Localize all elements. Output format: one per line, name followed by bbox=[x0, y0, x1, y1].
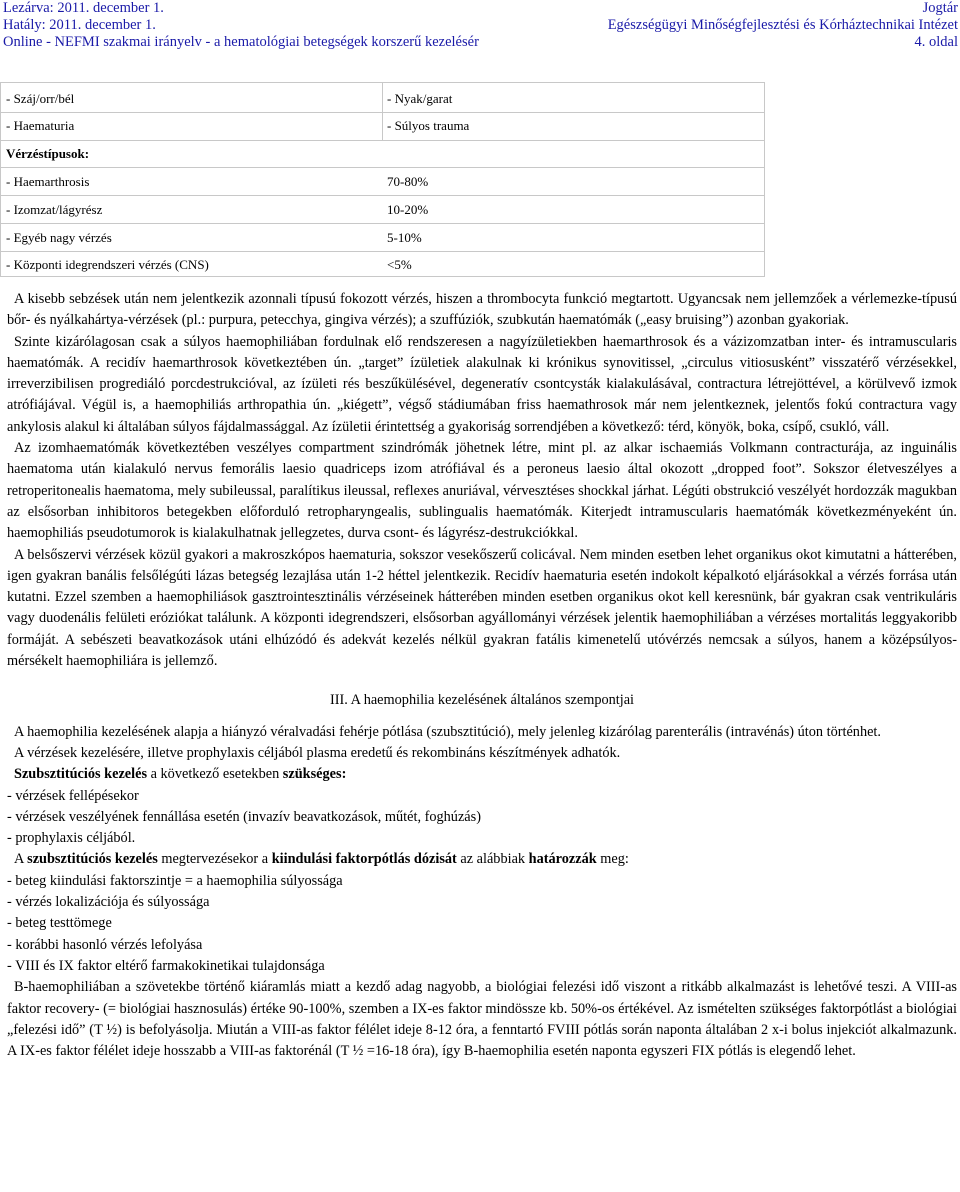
table-cell: - Nyak/garat bbox=[387, 91, 453, 106]
table-heading bbox=[6, 146, 89, 162]
header-row-3 bbox=[3, 34, 958, 51]
bleeding-types-heading: Vérzéstípusok: bbox=[6, 146, 90, 161]
section-title: III. A haemophilia kezelésének általános szempontjai bbox=[329, 692, 635, 709]
text-run: megtervezésekor a bbox=[157, 851, 272, 868]
table-divider bbox=[1, 167, 764, 168]
table-row-value: 10-20% bbox=[387, 202, 429, 217]
list-item: - vérzés lokalizációja és súlyossága bbox=[7, 894, 210, 911]
header-closed-date: Lezárva: 2011. december 1. bbox=[3, 0, 164, 16]
paragraph: B-haemophiliában a szövetekbe történő kiáramlás miatt a kezdő adag nagyobb, a biológiai felezési idő viszont a ritkább alkalmazást is lehetővé teszi. A VIII-as faktor recovery- (= biológiai hasznosulás) értéke 90-100%, szemben a IX-es faktor mindössze kb. 50%-os értékével. Az ismételten szükséges faktorpótlást a biológiai „felezési idő” (T ½) is befolyásolja. Miután a VIII-as faktor félélet ideje 8-12 óra, a fenntartó FVIII pótlás során naponta általában 2 x-i bolus injekciót alkalmazunk. A IX-es faktor félélet ideje hosszabb a VIII-as faktorénál (T ½ =16-18 óra), így B-haemophilia esetén naponta egyszeri FIX pótlás is elegendő lehet. bbox=[7, 979, 957, 1060]
header-guideline-title: Online - NEFMI szakmai irányelv - a hematológiai betegségek korszerű kezelésér bbox=[3, 34, 479, 50]
list-item: - vérzések veszélyének fennállása esetén (invazív beavatkozások, műtét, foghúzás) bbox=[7, 808, 481, 825]
bold-term: kiindulási faktorpótlás dózisát bbox=[271, 851, 457, 868]
list-item: - prophylaxis céljából. bbox=[7, 830, 136, 847]
table-row-label: - Haemarthrosis bbox=[6, 174, 90, 189]
bold-term: szükséges: bbox=[282, 766, 347, 783]
page-header bbox=[3, 0, 958, 51]
header-row-1 bbox=[3, 0, 958, 17]
paragraph: Szinte kizárólagosan csak a súlyos haemophiliában fordulnak elő rendszeresen a nagyízületiekben haemarthrosok és a vázizomzatban inter- és intramuscularis haematómák. A recidív haemarthrosok következtében ún. „target” ízületiek alakulnak ki krónikus synovitissel, „circulus vitiosusként” visszatérő vérzésekkel, irreverzibilisen progrediáló porcdestrukcióval, az ízületi rés beszűkülésével, degeneratív csontcysták kialakulásával, contractura létrejöttével, a körülvevő izmok atrófiájával. Végül is, a haemophiliás arthropathia ún. „kiégett”, végső stádiumában friss haemathrosok már nem jelentkeznek, jelentős fokú contractura vagy ankylosis alakul ki általában súlyos fájdalmassággal. Az ízületii érintettség a gyakoriság sorrendjében a következő: térd, könyök, boka, csípő, csukló, váll. bbox=[7, 333, 957, 435]
header-publisher: Jogtár bbox=[922, 0, 958, 16]
table-row-value: <5% bbox=[387, 257, 412, 272]
header-page-number: 4. oldal bbox=[914, 34, 958, 50]
bleeding-types-table bbox=[0, 82, 765, 277]
header-effective-date: Hatály: 2011. december 1. bbox=[3, 17, 156, 33]
list-item: - vérzések fellépésekor bbox=[7, 787, 139, 804]
paragraph bbox=[7, 764, 957, 785]
text-run: az alábbiak bbox=[456, 851, 529, 868]
table-cell: - Súlyos trauma bbox=[387, 118, 470, 133]
header-row-2 bbox=[3, 17, 958, 34]
bold-term: Szubsztitúciós kezelés bbox=[14, 766, 148, 783]
table-divider bbox=[1, 140, 764, 141]
table-row-label: - Izomzat/lágyrész bbox=[6, 202, 103, 217]
list-item: - beteg testtömege bbox=[7, 915, 112, 932]
table-divider bbox=[1, 223, 764, 224]
table-divider bbox=[1, 195, 764, 196]
list-item: - korábbi hasonló vérzés lefolyása bbox=[7, 936, 203, 953]
text-run: meg: bbox=[596, 851, 629, 868]
paragraph: Az izomhaematómák következtében veszélyes compartment szindrómák jöhetnek létre, mint pl. az alkar ischaemiás Volkmann contracturája, az inguinális haematoma után kialakuló nervus femorális laesio quadriceps izom atrófiával és a peroneus laesio által okozott „dropped foot”. Sokszor életveszélyes a retroperitonealis haematoma, mely subileussal, paralítikus ileussal, reflexes anuriával, vérvesztéses shockkal járhat. Légúti obstrukció veszélyét hordozzák magukban az elsősorban inhibitoros betegekben előforduló retropharyngealis, sublingualis haematómák. Kiterjedt intramuscularis haematómák következményeként ún. haemophiliás pseudotumorok is kialakulhatnak jellegzetes, durva csont- és lágyrész-destrukciókkal. bbox=[7, 440, 957, 542]
paragraph: A belsőszervi vérzések közül gyakori a makroszkópos haematuria, sokszor vesekőszerű colicával. Nem minden esetben lehet organikus okot kimutatni a hátterében, igen gyakran banális felsőlégúti lázas betegség lezajlása után 1-2 héttel jelentkezik. Recidív haematuria esetén indokolt képalkotó eljárásokkal a vérzés forrása után kutatni. Ezzel szemben a haemophiliások gasztrointesztinális vérzéseinek hátterében minden esetben organikus okot kell keresnünk, bár gyakran csak ventrikuláris vagy duodenális felületi eróziókat találunk. A központi idegrendszeri, elsősorban agyállományi vérzések jelentik haemophiliában a vérzéses mortalitás leggyakoribb formáját. A sebészeti beavatkozások utáni elhúzódó és adekvát kezelés nélkül gyakran fatális kimenetelű utóvérzés nemcsak a súlyos, hanem a középsúlyos-mérsékelt haemophiliára is jellemző. bbox=[7, 546, 957, 670]
table-row-value: 5-10% bbox=[387, 230, 422, 245]
table-row-label: - Központi idegrendszeri vérzés (CNS) bbox=[6, 257, 209, 272]
paragraph: A kisebb sebzések után nem jelentkezik azonnali típusú fokozott vérzés, hiszen a thrombocyta funkció megtartott. Ugyancsak nem jellemzőek a vérlemezke-típusú bőr- és nyálkahártya-vérzések (pl.: purpura, petecchya, gingiva vérzés); a szuffúziók, szubkután haematómák („easy bruising”) azonban gyakoriak. bbox=[7, 291, 957, 329]
list-item: - beteg kiindulási faktorszintje = a haemophilia súlyossága bbox=[7, 872, 343, 889]
table-divider bbox=[1, 112, 764, 113]
bold-term: szubsztitúciós kezelés bbox=[27, 851, 158, 868]
table-cell: - Haematuria bbox=[6, 118, 75, 133]
paragraph: A vérzések kezelésére, illetve prophylaxis céljából plasma eredetű és rekombináns készítmények adhatók. bbox=[14, 744, 621, 761]
text-run: A bbox=[14, 851, 28, 868]
list-item: - VIII és IX faktor eltérő farmakokinetikai tulajdonsága bbox=[7, 957, 325, 974]
header-institute: Egészségügyi Minőségfejlesztési és Kórháztechnikai Intézet bbox=[607, 17, 958, 33]
table-cell: - Száj/orr/bél bbox=[6, 91, 75, 106]
bold-term: határozzák bbox=[528, 851, 597, 868]
table-row-value: 70-80% bbox=[387, 174, 429, 189]
paragraph: A haemophilia kezelésének alapja a hiányzó véralvadási fehérje pótlása (szubsztitúció), mely jelenleg kizárólag parenterális (intravénás) úton történhet. bbox=[14, 723, 881, 740]
table-divider bbox=[1, 251, 764, 252]
paragraph bbox=[7, 849, 957, 870]
table-row-label: - Egyéb nagy vérzés bbox=[6, 230, 112, 245]
document-body bbox=[7, 289, 957, 1062]
text-run: a következő esetekben bbox=[147, 766, 283, 783]
